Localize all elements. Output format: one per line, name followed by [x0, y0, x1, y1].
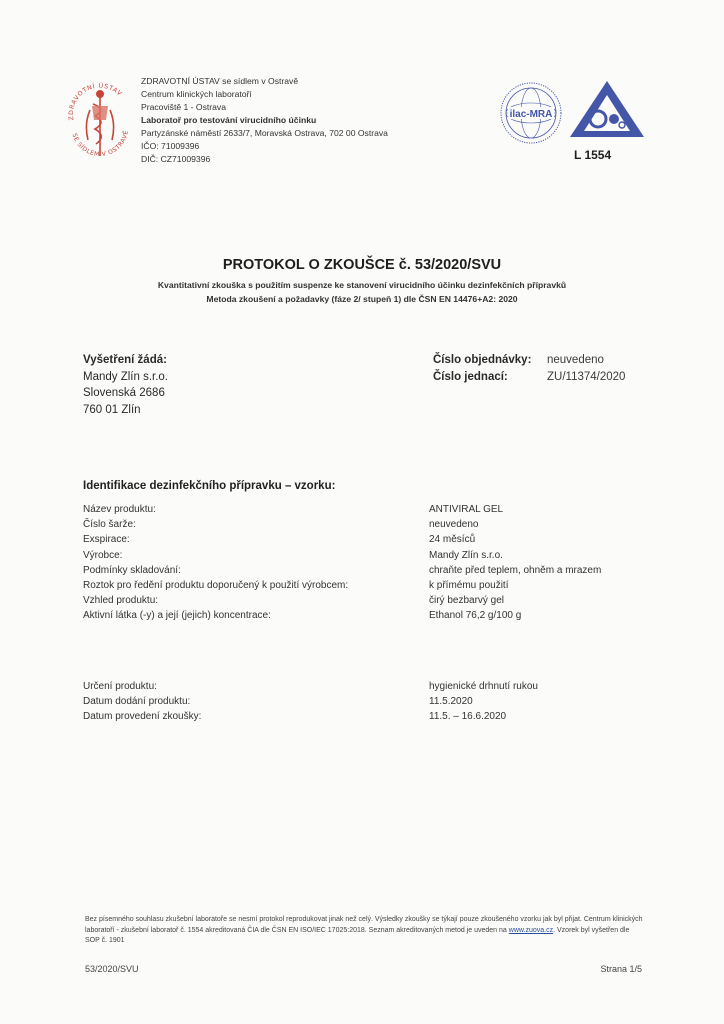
page-number: Strana 1/5	[600, 964, 642, 974]
product-usage-table	[83, 679, 643, 725]
website-link[interactable]: www.zuova.cz	[508, 926, 554, 934]
row-value: Mandy Zlín s.r.o.	[429, 549, 503, 561]
identification-heading: Identifikace dezinfekčního přípravku – vzorku:	[83, 480, 336, 492]
requester-name: Mandy Zlín s.r.o.	[83, 370, 169, 383]
dic: DIČ: CZ71009396	[141, 154, 211, 164]
row-value: 24 měsíců	[429, 534, 476, 546]
row-label: Exspirace:	[83, 534, 130, 546]
lab-name: Laboratoř pro testování virucidního účinku	[141, 115, 317, 125]
ico: IČO: 71009396	[141, 141, 200, 151]
cia-accreditation-logo	[568, 79, 646, 141]
requester-block	[83, 352, 168, 418]
svg-text:SE SÍDLEM V OSTRAVĚ: SE SÍDLEM V OSTRAVĚ	[70, 129, 130, 159]
row-label: Vzhled produktu:	[83, 595, 159, 607]
row-label: Aktivní látka (-y) a její (jejich) koncentrace:	[83, 610, 271, 622]
table-row	[83, 608, 643, 623]
row-label: Datum provedení zkoušky:	[83, 711, 202, 723]
order-number-label: Číslo objednávky:	[433, 354, 532, 366]
row-value: chraňte před teplem, ohněm a mrazem	[429, 564, 602, 576]
protocol-id-footer: 53/2020/SVU	[85, 964, 139, 974]
ilac-mra-logo	[498, 80, 564, 146]
requester-city: 760 01 Zlín	[83, 403, 141, 416]
requester-street: Slovenská 2686	[83, 387, 165, 399]
order-number-value: neuvedeno	[547, 354, 604, 366]
disclaimer-end: . Vzorek byl vyšetřen dle SOP č. 1901	[85, 926, 630, 944]
row-label: Datum dodání produktu:	[83, 696, 191, 708]
row-label: Výrobce:	[83, 549, 123, 561]
accreditation-number: L 1554	[574, 148, 612, 162]
row-label: Číslo šarže:	[83, 519, 136, 531]
ilac-text: ilac-MRA	[509, 109, 553, 120]
institute-seal-logo	[62, 64, 136, 174]
centre-name: Centrum klinických laboratoří	[141, 89, 252, 99]
table-row	[83, 532, 643, 547]
row-label: Název produktu:	[83, 504, 156, 515]
row-value: 11.5. – 16.6.2020	[429, 711, 507, 723]
table-row	[83, 593, 643, 608]
protocol-subtitle-2: Metoda zkoušení a požadavky (fáze 2/ stupeň 1) dle ČSN EN 14476+A2: 2020	[206, 294, 518, 304]
workplace: Pracoviště 1 - Ostrava	[141, 102, 227, 112]
table-row	[83, 517, 643, 532]
table-row	[83, 578, 643, 593]
order-block	[433, 352, 625, 385]
row-label: Určení produktu:	[83, 681, 157, 692]
table-row	[83, 679, 643, 694]
table-row	[83, 563, 643, 578]
protocol-subtitle-1: Kvantitativní zkouška s použitím suspenze ke stanovení virucidního účinku dezinfekčních přípravků	[157, 280, 567, 290]
row-value: Ethanol 76,2 g/100 g	[429, 610, 522, 622]
table-row	[83, 548, 643, 563]
row-value: k přímému použití	[429, 579, 509, 591]
row-label: Roztok pro ředění produktu doporučený k použití výrobcem:	[83, 579, 349, 591]
row-value: neuvedeno	[429, 519, 479, 531]
requester-heading: Vyšetření žádá:	[83, 354, 167, 366]
protocol-title: PROTOKOL O ZKOUŠCE č. 53/2020/SVU	[222, 257, 502, 273]
row-value: hygienické drhnutí rukou	[429, 681, 538, 692]
product-identification-table	[83, 502, 643, 624]
row-value: ANTIVIRAL GEL	[429, 504, 504, 515]
institution-info	[141, 75, 388, 166]
svg-text:ZDRAVOTNÍ ÚSTAV: ZDRAVOTNÍ ÚSTAV	[67, 82, 124, 121]
table-row	[83, 709, 643, 724]
table-row	[83, 694, 643, 709]
disclaimer	[85, 915, 643, 947]
institution-name: ZDRAVOTNÍ ÚSTAV se sídlem v Ostravě	[141, 76, 299, 86]
row-value: 11.5.2020	[429, 696, 473, 708]
row-label: Podmínky skladování:	[83, 564, 181, 576]
table-row	[83, 502, 643, 517]
row-value: čirý bezbarvý gel	[429, 595, 505, 607]
disclaimer-text: Bez písemného souhlasu zkušební laboratoře se nesmí protokol reprodukovat jinak než celý. Výsledky zkoušky se týkají pouze zkoušeného vzorku jak byl přijat. Centrum klinických laboratoří - zkušební laboratoř č. 1554 akreditovaná ČIA dle ČSN EN ISO/IEC 17025:2018. Seznam akreditovaných metod je uveden na	[85, 916, 643, 934]
reference-number-label: Číslo jednací:	[433, 370, 508, 383]
reference-number-value: ZU/11374/2020	[547, 370, 626, 383]
address: Partyzánské náměstí 2633/7, Moravská Ostrava, 702 00 Ostrava	[141, 128, 388, 138]
